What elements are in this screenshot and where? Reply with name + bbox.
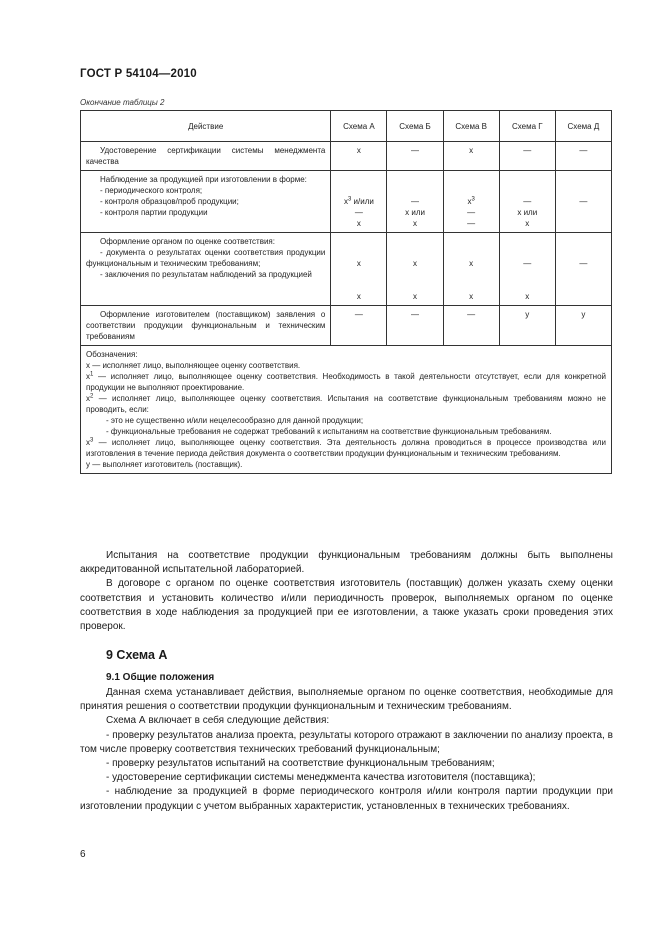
scheme-value: — xyxy=(523,197,532,206)
subsection-title: 9.1 Общие положения xyxy=(106,672,215,683)
scheme-cell xyxy=(331,233,387,306)
action-item: - периодического контроля; xyxy=(100,186,203,195)
column-header-scheme-d: Схема Г xyxy=(499,111,555,142)
note-x1: $х^1$ — исполняет лицо, выполняющее оценку соответствия. Необходимость в такой деятельности отсутствует, если для конкретной продукции не выполняют проектирование. xyxy=(86,371,606,392)
table-header-row xyxy=(81,111,612,142)
scheme-value: $х^3$ и/или xyxy=(343,196,374,206)
paragraph: Схема А включает в себя следующие действия: xyxy=(106,715,330,727)
note-x2: $х^2$ — исполняет лицо, выполняющее оценку соответствия. Испытания на соответствие функциональным требованиям можно не проводить, если: xyxy=(86,393,606,414)
table-row xyxy=(81,142,612,171)
scheme-value: — xyxy=(467,208,476,217)
scheme-cell xyxy=(555,233,611,306)
scheme-cell xyxy=(387,233,443,306)
scheme-cell: — xyxy=(555,142,611,171)
paragraph: В договоре с органом по оценке соответствия изготовитель (поставщик) должен указать схему оценки соответствия и установить количество и/или периодичность проверок, выполняемых органом по оценке соответствия в ходе наблюдения за продукцией при ее изготовлении, а также указать сроки проведения этих проверок. xyxy=(80,578,613,633)
scheme-value: — xyxy=(467,219,476,228)
table-notes-row xyxy=(81,346,612,474)
action-item: - заключения по результатам наблюдений за продукцией xyxy=(100,270,312,279)
column-header-action: Действие xyxy=(81,111,331,142)
table-row xyxy=(81,171,612,233)
note-x2-item: - это не существенно и/или нецелесообразно для данной продукции; xyxy=(106,416,364,425)
action-cell xyxy=(81,306,331,346)
action-item: - контроля образцов/проб продукции; xyxy=(100,197,239,206)
scheme-value: — xyxy=(579,197,588,206)
scheme-cell xyxy=(555,171,611,233)
note-x3: $х^3$ — исполняет лицо, выполняющее оценку соответствия. Эта деятельность должна проводиться в процессе производства или изготовления в течение периода действия документа о соответствии продукции функциональным и техническим требованиям. xyxy=(86,437,606,458)
scheme-cell xyxy=(443,233,499,306)
page-number: 6 xyxy=(80,849,86,860)
scheme-cell xyxy=(387,171,443,233)
scheme-value: х xyxy=(356,292,361,301)
scheme-cell xyxy=(499,171,555,233)
scheme-cell: у xyxy=(555,306,611,346)
note-y: у — выполняет изготовитель (поставщик). xyxy=(86,460,243,469)
scheme-cell xyxy=(331,171,387,233)
scheme-value: х или xyxy=(517,208,538,217)
scheme-value: — xyxy=(579,259,588,268)
scheme-value: х или xyxy=(405,208,425,217)
table-caption: Окончание таблицы 2 xyxy=(80,98,165,107)
section-text xyxy=(80,686,613,814)
action-cell xyxy=(81,142,331,171)
list-item: - наблюдение за продукцией в форме периодического контроля и/или контроля партии продукции при изготовлении продукции с учетом выбранных характеристик, установленных в технических требованиях. xyxy=(80,786,613,812)
action-cell xyxy=(81,233,331,306)
section-title: 9 Схема А xyxy=(106,648,168,662)
scheme-value: х xyxy=(413,292,418,301)
table-row xyxy=(81,306,612,346)
note-x: х — исполняет лицо, выполняющее оценку соответствия. xyxy=(86,361,301,370)
scheme-value: х xyxy=(356,219,361,228)
post-table-text xyxy=(80,549,613,634)
scheme-cell: у xyxy=(499,306,555,346)
column-header-scheme-e: Схема Д xyxy=(555,111,611,142)
scheme-cell: — xyxy=(499,142,555,171)
schemes-table xyxy=(80,110,612,474)
list-item: - проверку результатов анализа проекта, результаты которого отражают в заключении по анализу проекта, в том числе проверку соответствия технических требований функциональным; xyxy=(80,729,613,755)
paragraph: Данная схема устанавливает действия, выполняемые органом по оценке соответствия, необходимые для принятия решения о соответствии продукции функциональным и техническим требованиям. xyxy=(80,687,613,713)
scheme-value: х xyxy=(525,292,530,301)
action-item: - документа о результатах оценки соответствия продукции функциональным и техническим требованиям; xyxy=(86,248,326,268)
action-intro: Оформление органом по оценке соответствия: xyxy=(100,237,275,246)
scheme-value: — xyxy=(523,259,532,268)
scheme-value: х xyxy=(469,259,474,268)
scheme-value: — xyxy=(411,197,420,206)
scheme-cell xyxy=(443,171,499,233)
list-item: - удостоверение сертификации системы менеджмента качества изготовителя (поставщика); xyxy=(106,772,536,784)
document-header: ГОСТ Р 54104—2010 xyxy=(80,68,197,80)
notes-cell xyxy=(81,346,612,474)
action-text: Удостоверение сертификации системы менеджмента качества xyxy=(86,146,326,166)
scheme-value: $х^3$ xyxy=(467,196,475,206)
scheme-cell: х xyxy=(331,142,387,171)
paragraph: Испытания на соответствие продукции функциональным требованиям должны быть выполнены аккредитованной испытательной лабораторией. xyxy=(80,550,613,576)
column-header-scheme-b: Схема Б xyxy=(387,111,443,142)
scheme-cell: — xyxy=(331,306,387,346)
action-text: Оформление изготовителем (поставщиком) заявления о соответствии продукции функциональным и техническим требованиям xyxy=(86,310,326,341)
action-cell xyxy=(81,171,331,233)
scheme-value: х xyxy=(413,219,418,228)
note-x2-item: - функциональные требования не содержат требований к испытаниям на соответствие функциональным требованиям. xyxy=(106,427,552,436)
scheme-value: — xyxy=(354,208,363,217)
list-item: - проверку результатов испытаний на соответствие функциональным требованиям; xyxy=(106,758,495,770)
action-intro: Наблюдение за продукцией при изготовлении в форме: xyxy=(100,175,307,184)
column-header-scheme-c: Схема В xyxy=(443,111,499,142)
scheme-cell: х xyxy=(443,142,499,171)
scheme-cell: — xyxy=(387,306,443,346)
action-item: - контроля партии продукции xyxy=(100,208,208,217)
scheme-value: х xyxy=(525,219,530,228)
scheme-cell: — xyxy=(443,306,499,346)
scheme-cell: — xyxy=(387,142,443,171)
notes-title: Обозначения: xyxy=(86,350,138,359)
column-header-scheme-a: Схема А xyxy=(331,111,387,142)
scheme-cell xyxy=(499,233,555,306)
scheme-value: х xyxy=(413,259,418,268)
scheme-value: х xyxy=(356,259,361,268)
scheme-value: х xyxy=(469,292,474,301)
table-row xyxy=(81,233,612,306)
